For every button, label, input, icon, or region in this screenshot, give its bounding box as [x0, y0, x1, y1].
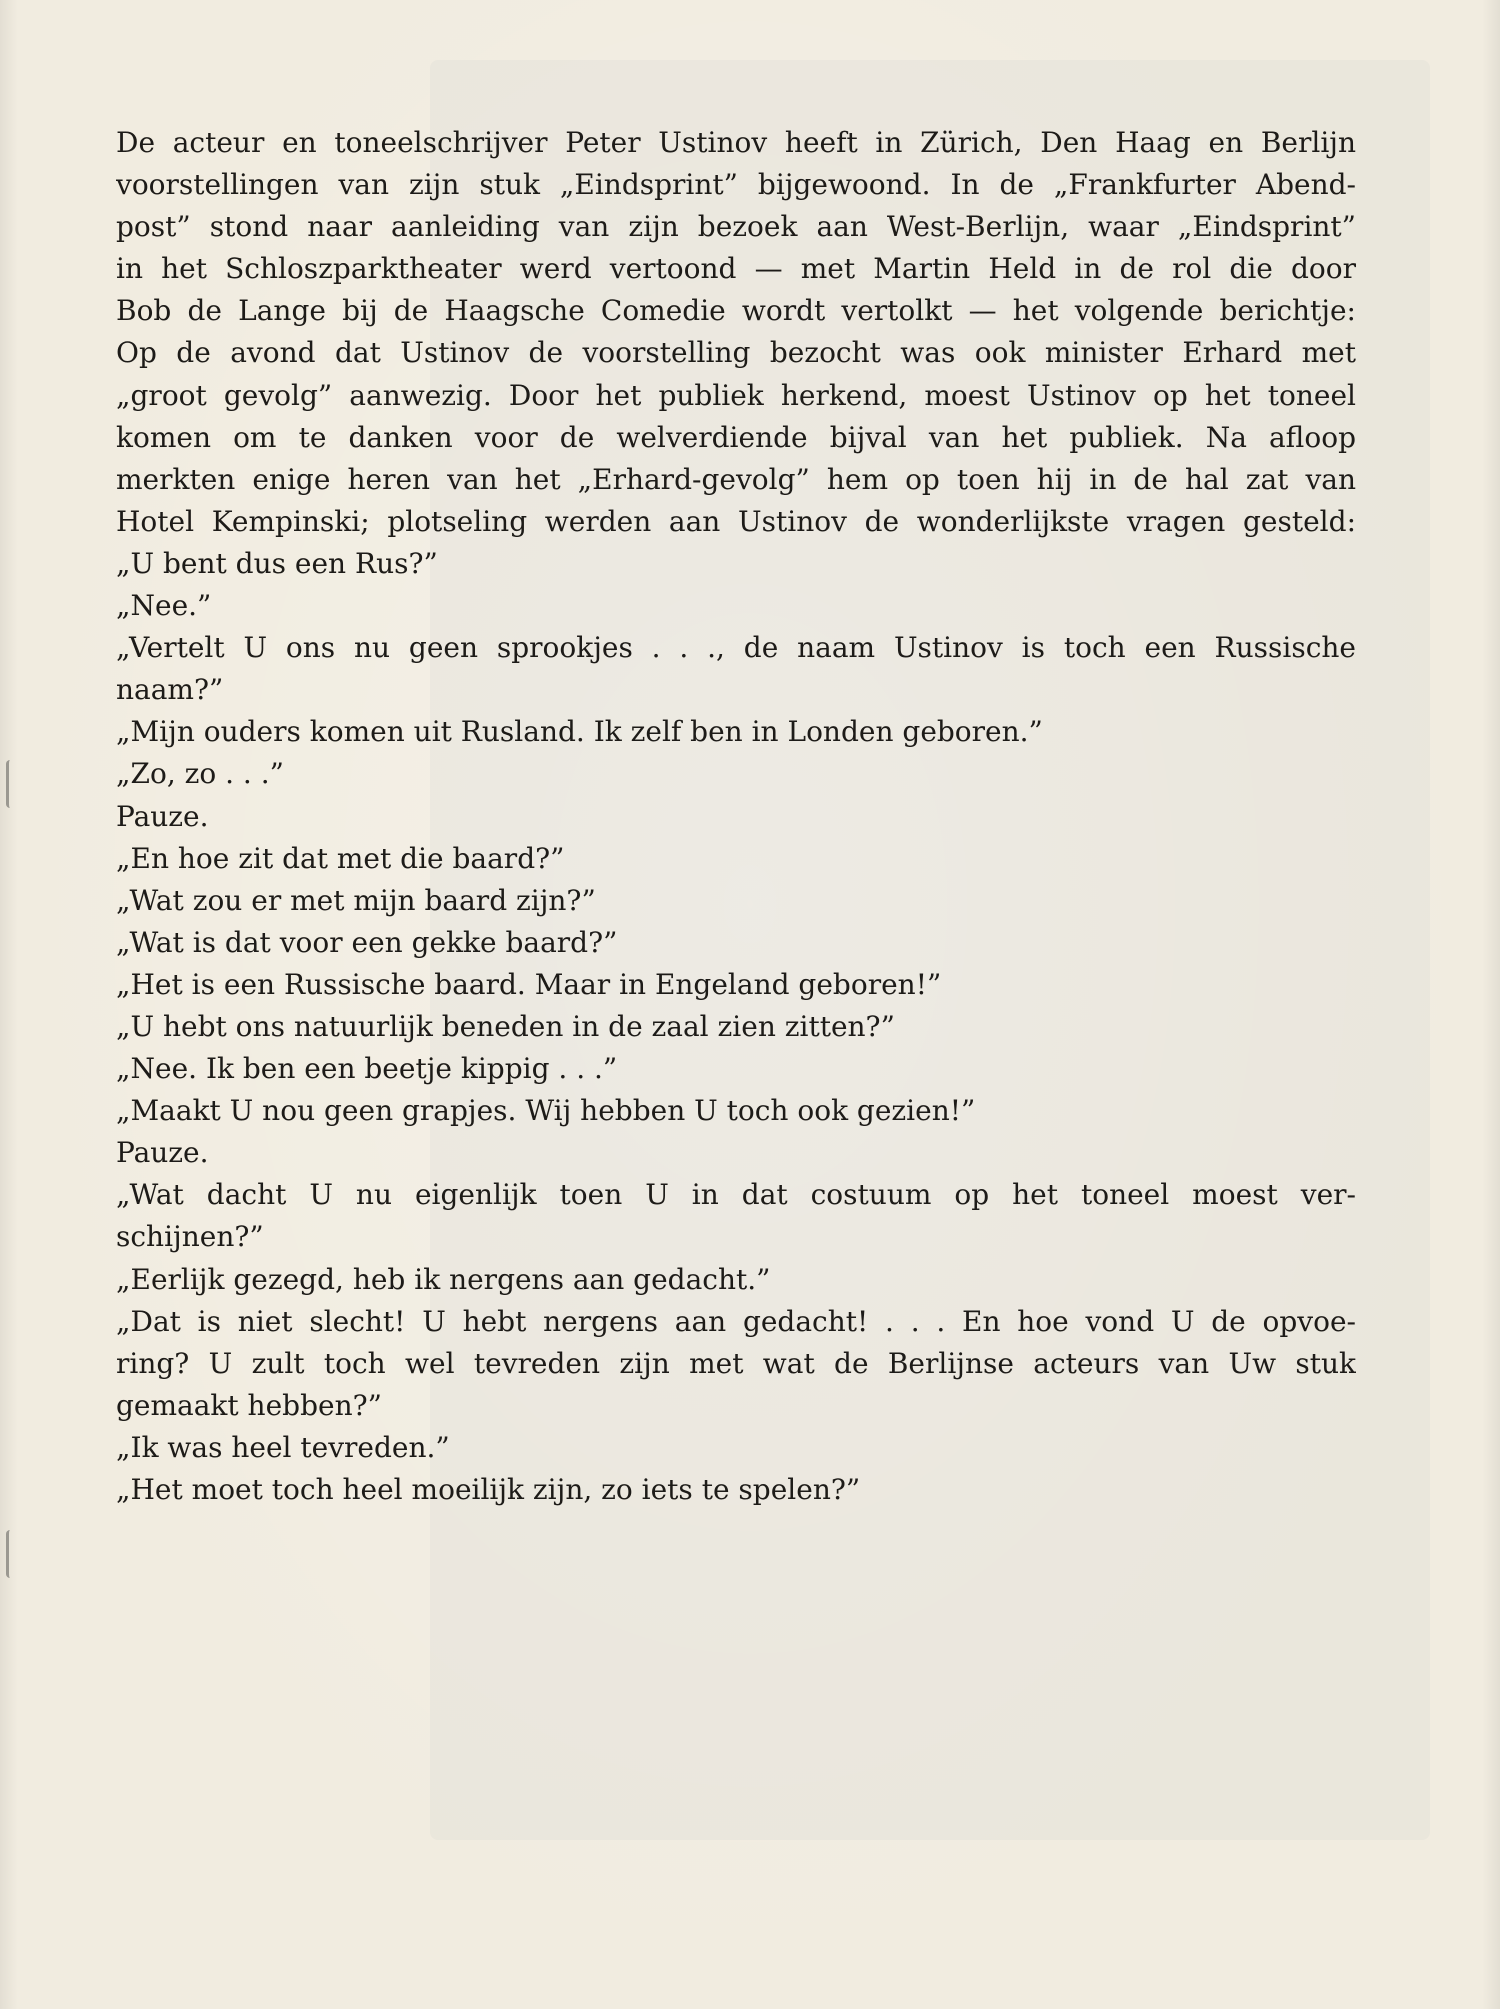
- text-line: „Dat is niet slecht! U hebt nergens aan gedacht! . . . En hoe vond U de opvoe-: [116, 1304, 1356, 1338]
- text-line: naam?”: [116, 673, 224, 707]
- text-line: „Nee. Ik ben een beetje kippig . . .”: [116, 1052, 618, 1086]
- text-line: Op de avond dat Ustinov de voorstelling bezocht was ook minister Erhard met: [116, 336, 1356, 370]
- text-line: „Maakt U nou geen grapjes. Wij hebben U toch ook gezien!”: [116, 1094, 976, 1128]
- text-line: schijnen?”: [116, 1220, 264, 1254]
- binding-hole-mark: [6, 1530, 19, 1578]
- text-line: Pauze.: [116, 799, 209, 833]
- text-line: „Vertelt U ons nu geen sprookjes . . ., de naam Ustinov is toch een Russische: [116, 631, 1356, 665]
- text-line: in het Schloszparktheater werd vertoond — met Martin Held in de rol die door: [116, 252, 1356, 286]
- text-line: „En hoe zit dat met die baard?”: [116, 841, 565, 875]
- text-line: „Ik was heel tevreden.”: [116, 1430, 450, 1464]
- text-line: Pauze.: [116, 1136, 209, 1170]
- text-line: gemaakt hebben?”: [116, 1388, 382, 1422]
- text-line: komen om te danken voor de welverdiende bijval van het publiek. Na afloop: [116, 420, 1356, 454]
- text-line: De acteur en toneelschrijver Peter Ustinov heeft in Zürich, Den Haag en Berlijn: [116, 126, 1356, 159]
- text-line: „Eerlijk gezegd, heb ik nergens aan gedacht.”: [116, 1262, 771, 1296]
- text-line: „U bent dus een Rus?”: [116, 546, 438, 580]
- text-line: „Het is een Russische baard. Maar in Engeland geboren!”: [116, 967, 942, 1001]
- text-line: „Wat zou er met mijn baard zijn?”: [116, 883, 596, 917]
- text-line: „Nee.”: [116, 589, 212, 623]
- text-line: „Zo, zo . . .”: [116, 757, 284, 791]
- text-line: „Wat dacht U nu eigenlijk toen U in dat costuum op het toneel moest ver-: [116, 1178, 1356, 1212]
- text-line: Hotel Kempinski; plotseling werden aan Ustinov de wonderlijkste vragen gesteld:: [116, 504, 1356, 538]
- text-line: „Wat is dat voor een gekke baard?”: [116, 925, 618, 959]
- text-line: voorstellingen van zijn stuk „Eindsprint” bijgewoond. In de „Frankfurter Abend-: [116, 168, 1356, 202]
- text-line: „Het moet toch heel moeilijk zijn, zo iets te spelen?”: [116, 1473, 861, 1506]
- article-body: [116, 122, 1356, 1511]
- text-line: „Mijn ouders komen uit Rusland. Ik zelf ben in Londen geboren.”: [116, 715, 1043, 749]
- text-line: „groot gevolg” aanwezig. Door het publiek herkend, moest Ustinov op het toneel: [116, 378, 1356, 412]
- text-line: Bob de Lange bij de Haagsche Comedie wordt vertolkt — het volgende berichtje:: [116, 294, 1356, 328]
- text-line: merkten enige heren van het „Erhard-gevolg” hem op toen hij in de hal zat van: [116, 462, 1356, 496]
- binding-hole-mark: [6, 760, 19, 808]
- text-line: ring? U zult toch wel tevreden zijn met wat de Berlijnse acteurs van Uw stuk: [116, 1346, 1356, 1380]
- text-line: post” stond naar aanleiding van zijn bezoek aan West-Berlijn, waar „Eindsprint”: [116, 210, 1356, 244]
- text-line: „U hebt ons natuurlijk beneden in de zaal zien zitten?”: [116, 1009, 895, 1043]
